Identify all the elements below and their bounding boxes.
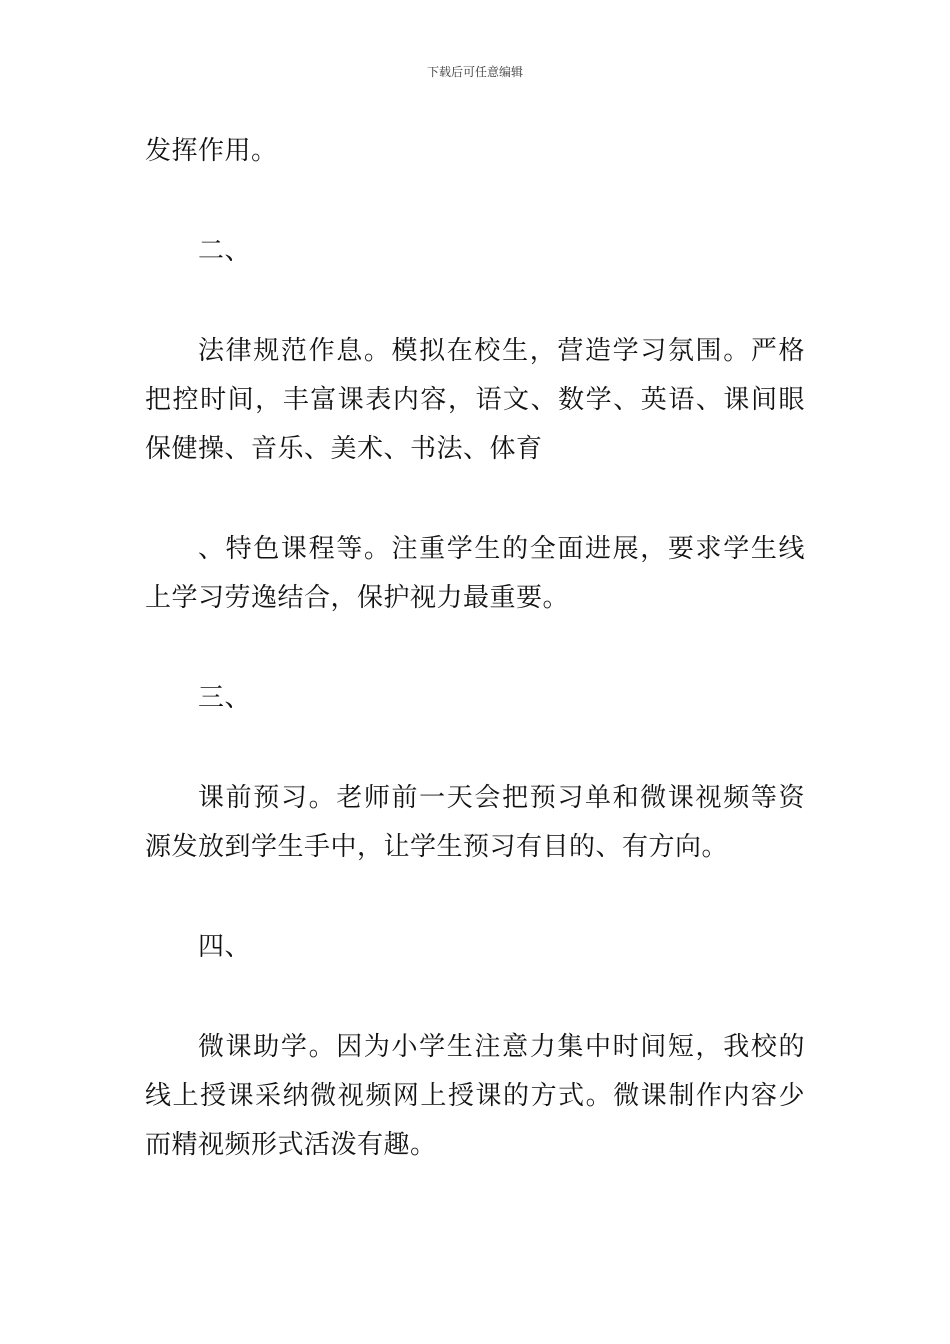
section-heading-2: 二、 — [198, 236, 252, 266]
paragraph-continuation: 发挥作用。 — [145, 136, 278, 166]
page-header: 下载后可任意编辑 — [426, 65, 523, 79]
section-heading-3: 三、 — [198, 683, 252, 713]
paragraph-microlesson: 微课助学。因为小学生注意力集中时间短，我校的线上授课采纳微视频网上授课的方式。微课制作内容少而精视频形式活泼有趣。 — [145, 1032, 805, 1160]
paragraph-preview: 课前预习。老师前一天会把预习单和微课视频等资源发放到学生手中，让学生预习有目的、有方向。 — [145, 783, 805, 862]
paragraph-schedule: 法律规范作息。模拟在校生，营造学习氛围。严格把控时间，丰富课表内容，语文、数学、英语、课间眼保健操、音乐、美术、书法、体育 — [145, 336, 805, 464]
document-body — [145, 127, 805, 1170]
paragraph-schedule-cont: 、特色课程等。注重学生的全面进展，要求学生线上学习劳逸结合，保护视力最重要。 — [145, 534, 805, 613]
section-heading-4: 四、 — [198, 932, 252, 962]
